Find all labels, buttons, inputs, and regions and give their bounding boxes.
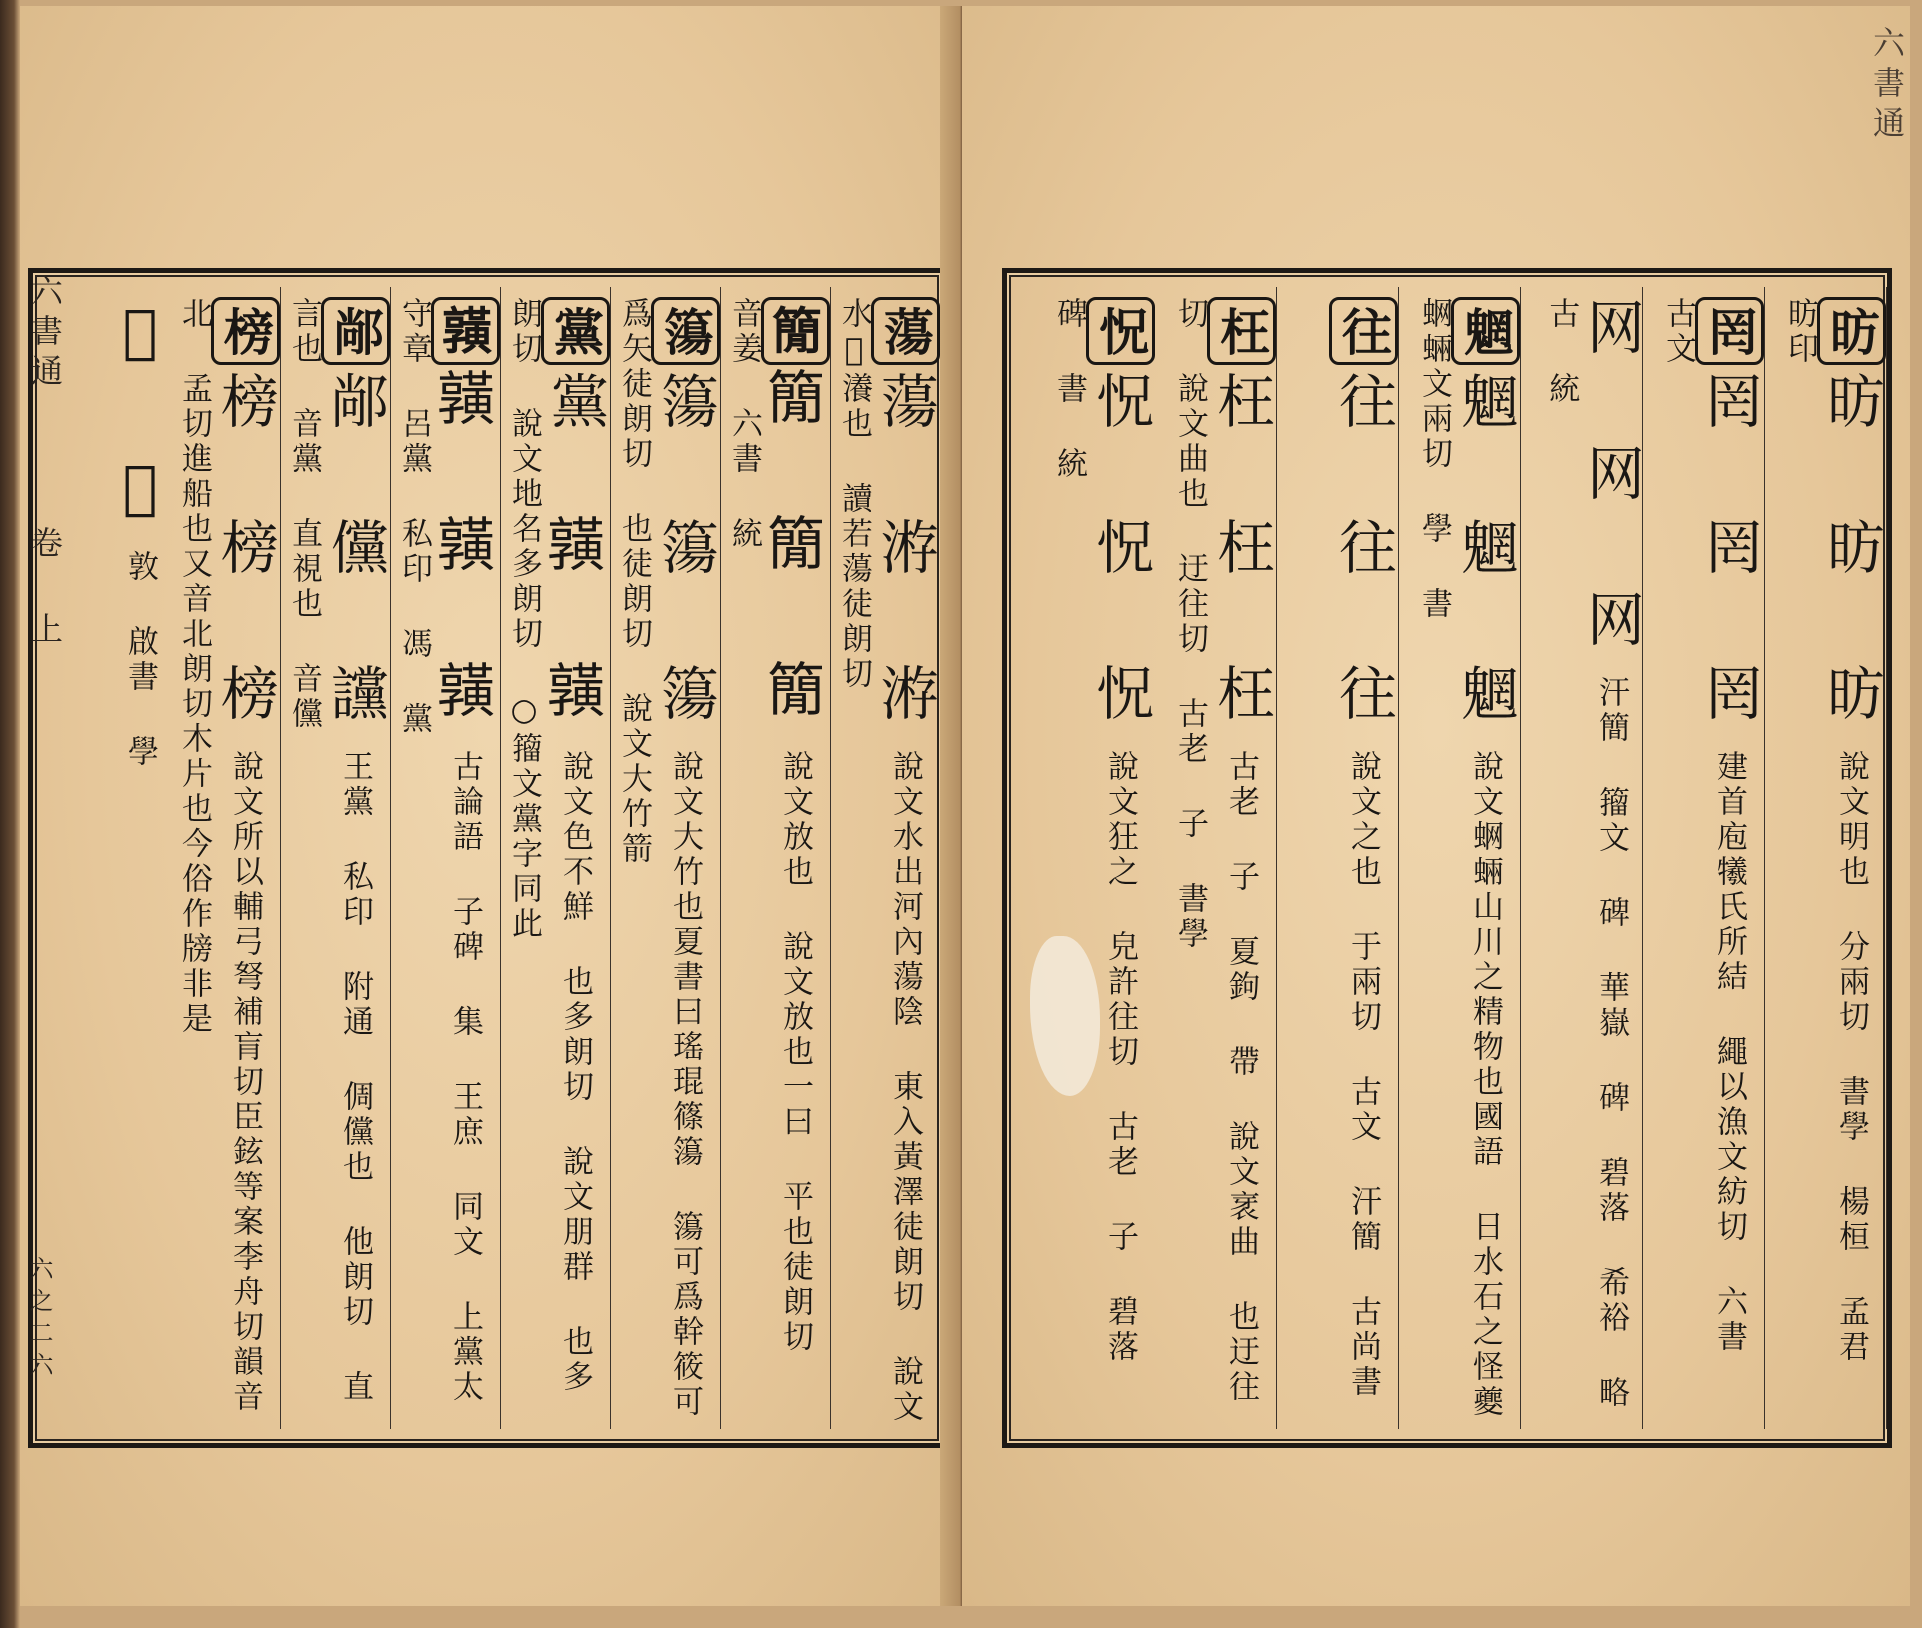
left-column-6-forms: 䣊 儻 讜 [321, 371, 389, 731]
left-column-5-gloss: 古論語 子碑 集 王庶 同文 上黨太 守章 呂黨 私印 馮 黨 [396, 297, 483, 1405]
left-column-8-gloss: 敦 啟書 學 [122, 550, 158, 770]
left-column-2-forms: 𥳑 𥳑 𥳑 [761, 371, 829, 731]
right-column-5-forms: 往 往 往 [1329, 371, 1397, 731]
left-column-1-text [830, 297, 940, 1429]
right-column-1-text [1764, 297, 1886, 1429]
right-column-1-headword: 昉 [1817, 297, 1886, 365]
right-column-6-gloss: 古老 子 夏鉤 帶 說文衺曲 也迂往切 說文曲也 迂往切 古老 子 書學 [1172, 297, 1259, 1405]
left-column-4-headword: 黨 [541, 297, 610, 365]
right-column-3 [1520, 287, 1643, 1429]
left-column-5-forms: 𪏆 𪏆 𪏆 [431, 371, 499, 731]
left-column-7-headword: 榜 [211, 297, 280, 365]
right-column-1-gloss: 說文明也 分兩切 書學 楊桓 孟君 昉印 [1782, 297, 1869, 1365]
right-column-1-forms: 昉 昉 昉 [1817, 371, 1885, 731]
left-column-7 [170, 287, 281, 1429]
left-column-6-headword: 䣊 [321, 297, 390, 365]
right-column-5-headword: 往 [1329, 297, 1398, 365]
left-column-3-gloss: 說文大竹也夏書曰瑤琨篠簜 簜可爲幹筱可爲矢徒朗切 也徒朗切 說文大竹箭 [616, 297, 703, 1420]
right-column-6 [1154, 287, 1277, 1429]
left-column-2-headword: 𥳑 [761, 297, 830, 365]
right-column-7-forms: 怳 怳 怳 [1086, 371, 1154, 731]
right-column-4-text [1398, 297, 1520, 1429]
right-column-2-text [1642, 297, 1764, 1429]
right-column-7-text [1017, 297, 1155, 1429]
right-column-1 [1764, 287, 1887, 1429]
right-text-frame [1002, 268, 1892, 1448]
left-column-7-text [170, 297, 280, 1429]
left-column-7-forms: 榜 榜 榜 [211, 371, 279, 731]
right-column-3-gloss: 汗簡 籀文 碑 華嶽 碑 碧落 希裕 略古 統 [1543, 297, 1629, 1411]
right-column-7-headword: 怳 [1086, 297, 1155, 365]
left-column-2 [720, 287, 831, 1429]
left-column-8-forms: 𣞡 𣞡 [106, 297, 174, 531]
left-text-frame [28, 268, 946, 1448]
left-column-8-text [43, 297, 174, 1429]
left-page-number: 六之二六 [25, 1256, 53, 1384]
left-column-3-forms: 簜 簜 簜 [651, 371, 719, 731]
left-column-8 [43, 287, 174, 1429]
left-column-5-headword: 𪏆 [431, 297, 500, 365]
right-column-2-headword: 罔 [1695, 297, 1764, 365]
left-column-1 [830, 287, 941, 1429]
left-column-3-text [610, 297, 720, 1429]
left-column-6-gloss: 王黨 私印 附通 倜儻也 他朗切 直言也 音黨 直視也 音儻 [286, 297, 373, 1405]
left-column-5 [390, 287, 501, 1429]
right-column-3-forms: 网 网 网 [1577, 297, 1645, 657]
right-column-6-headword: 枉 [1207, 297, 1276, 365]
right-column-5 [1276, 287, 1399, 1429]
left-column-4 [500, 287, 611, 1429]
left-column-3-headword: 簜 [651, 297, 720, 365]
left-page [20, 6, 962, 1606]
right-column-5-gloss: 說文之也 于兩切 古文 汗簡 古尚書 [1345, 750, 1381, 1400]
right-column-5-text [1276, 297, 1398, 1429]
left-column-4-forms: 黨 𪏆 𪏆 [541, 371, 609, 731]
left-column-5-text [390, 297, 500, 1429]
right-column-7-gloss: 說文狂之 皃許往切 古老 子 碧落 碑 書 統 [1051, 297, 1138, 1365]
left-column-1-forms: 蕩 𣸯 𣸯 [871, 371, 939, 731]
right-column-6-text [1154, 297, 1276, 1429]
left-column-3 [610, 287, 721, 1429]
left-column-7-gloss: 說文所以輔弓弩補肓切臣鉉等案李舟切韻音北 孟切進船也又音北朗切木片也今俗作牓非是 [176, 297, 263, 1415]
right-column-2-forms: 罔 罔 罔 [1695, 371, 1763, 731]
right-column-4-headword: 魍 [1451, 297, 1520, 365]
left-margin-title: 六書通 [26, 274, 64, 394]
right-column-7 [1017, 287, 1155, 1429]
left-column-4-gloss: 說文色不鮮 也多朗切 說文朋群 也多朗切 說文地名多朗切 ○籀文黨字同此 [506, 297, 593, 1395]
right-column-4-forms: 魍 魍 魍 [1451, 371, 1519, 731]
right-column-2 [1642, 287, 1765, 1429]
left-column-1-gloss: 說文水出河內蕩陰 東入黃澤徒朗切 說文水𣴑瀁也 讀若蕩徒朗切 [836, 297, 923, 1425]
right-page [962, 6, 1910, 1606]
left-column-6-text [280, 297, 390, 1429]
right-column-2-gloss: 建首庖犧氏所結 繩以漁文紡切 六書 古文 [1660, 297, 1747, 1355]
right-column-6-forms: 枉 枉 枉 [1207, 371, 1275, 731]
left-margin-volume: 卷 上 [26, 526, 64, 652]
left-column-6 [280, 287, 391, 1429]
left-column-2-text [720, 297, 830, 1429]
left-column-2-gloss: 說文放也 說文放也一曰 平也徒朗切 音姜 六書 統 [726, 297, 813, 1355]
right-margin-title: 六書通 [1868, 26, 1906, 146]
right-column-3-text [1520, 297, 1645, 1429]
right-column-4-gloss: 說文蛧蜽山川之精物也國語 日水石之怪夔蛧蜽文兩切 學 書 [1416, 297, 1503, 1420]
left-column-4-text [500, 297, 610, 1429]
left-column-1-headword: 蕩 [871, 297, 940, 365]
right-column-4 [1398, 287, 1521, 1429]
